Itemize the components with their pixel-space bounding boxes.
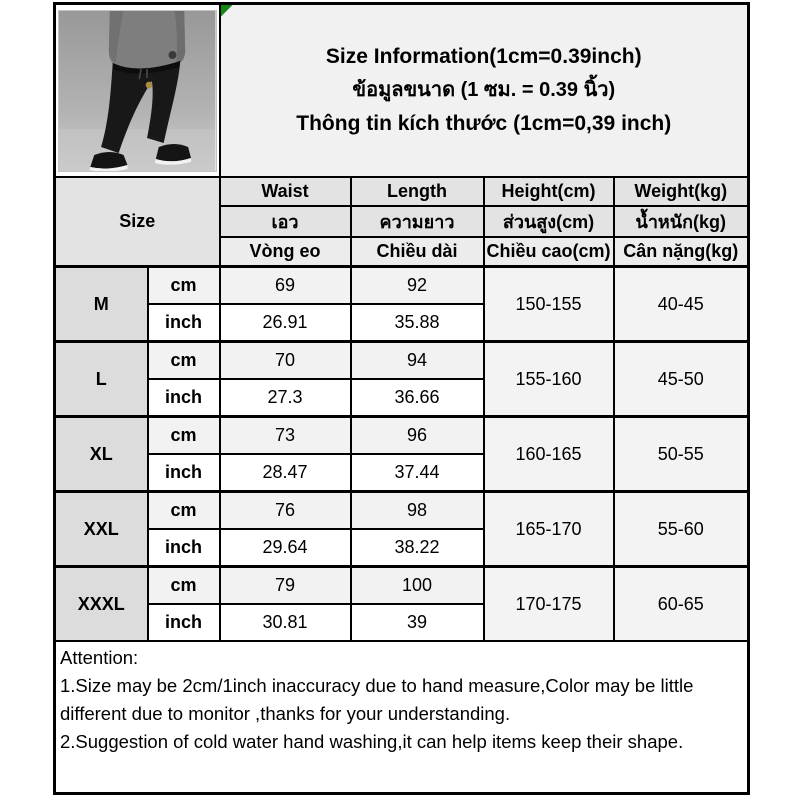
size-label: XL	[55, 417, 148, 492]
waist-inch-value: 30.81	[220, 604, 351, 641]
length-cm-value: 92	[351, 267, 484, 305]
length-cm-value: 100	[351, 567, 484, 605]
weight-range: 60-65	[614, 567, 749, 642]
size-header: Size	[55, 177, 220, 267]
waist-inch-value: 27.3	[220, 379, 351, 417]
waist-cm-value: 79	[220, 567, 351, 605]
header-row-english	[55, 177, 749, 206]
size-chart-sheet	[53, 2, 747, 795]
col-header-length: Length	[351, 177, 484, 206]
table-row-l-cm	[55, 342, 749, 380]
col-header-weight: Weight(kg)	[614, 177, 749, 206]
col-header-weight-vi: Cân nặng(kg)	[614, 237, 749, 267]
col-header-weight-th: น้ำหนัก(kg)	[614, 206, 749, 237]
attention-line-1: 1.Size may be 2cm/1inch inaccuracy due to hand measure,Color may be little different due to monitor ,thanks for your understanding.	[60, 675, 694, 725]
unit-inch: inch	[148, 454, 220, 492]
attention-heading: Attention:	[60, 647, 139, 668]
waist-inch-value: 29.64	[220, 529, 351, 567]
title-vietnamese: Thông tin kích thước (1cm=0,39 inch)	[296, 111, 672, 135]
waist-cm-value: 73	[220, 417, 351, 455]
height-range: 165-170	[484, 492, 614, 567]
length-inch-value: 39	[351, 604, 484, 641]
unit-cm: cm	[148, 567, 220, 605]
weight-range: 50-55	[614, 417, 749, 492]
unit-inch: inch	[148, 529, 220, 567]
table-row-xxl-cm	[55, 492, 749, 530]
waist-cm-value: 69	[220, 267, 351, 305]
attention-line-2: 2.Suggestion of cold water hand washing,it can help items keep their shape.	[60, 731, 684, 753]
length-inch-value: 35.88	[351, 304, 484, 342]
length-inch-value: 37.44	[351, 454, 484, 492]
col-header-waist-th: เอว	[220, 206, 351, 237]
height-range: 150-155	[484, 267, 614, 342]
attention-row	[55, 641, 749, 794]
height-range: 160-165	[484, 417, 614, 492]
length-cm-value: 94	[351, 342, 484, 380]
height-range: 170-175	[484, 567, 614, 642]
col-header-length-vi: Chiều dài	[351, 237, 484, 267]
title-english: Size Information(1cm=0.39inch)	[325, 45, 642, 69]
unit-inch: inch	[148, 379, 220, 417]
size-label: XXXL	[55, 567, 148, 642]
right-shoe	[156, 144, 191, 161]
waist-cm-value: 76	[220, 492, 351, 530]
gold-logo	[146, 81, 153, 88]
title-cell	[220, 4, 749, 178]
col-header-waist: Waist	[220, 177, 351, 206]
table-row-xxxl-cm	[55, 567, 749, 605]
unit-inch: inch	[148, 604, 220, 641]
product-photo	[59, 11, 216, 171]
product-image-cell	[55, 4, 220, 178]
waist-cm-value: 70	[220, 342, 351, 380]
top-row	[55, 4, 749, 178]
col-header-height-vi: Chiều cao(cm)	[484, 237, 614, 267]
unit-cm: cm	[148, 267, 220, 305]
weight-range: 55-60	[614, 492, 749, 567]
col-header-length-th: ความยาว	[351, 206, 484, 237]
length-inch-value: 36.66	[351, 379, 484, 417]
size-label: XXL	[55, 492, 148, 567]
waist-inch-value: 28.47	[220, 454, 351, 492]
unit-cm: cm	[148, 342, 220, 380]
unit-cm: cm	[148, 492, 220, 530]
length-inch-value: 38.22	[351, 529, 484, 567]
unit-cm: cm	[148, 417, 220, 455]
weight-range: 40-45	[614, 267, 749, 342]
weight-range: 45-50	[614, 342, 749, 417]
cell-comment-marker-icon	[221, 5, 233, 17]
col-header-waist-vi: Vòng eo	[220, 237, 351, 267]
size-label: L	[55, 342, 148, 417]
length-cm-value: 96	[351, 417, 484, 455]
height-range: 155-160	[484, 342, 614, 417]
watch	[169, 51, 177, 59]
size-label: M	[55, 267, 148, 342]
table-row-xl-cm	[55, 417, 749, 455]
attention-note	[55, 641, 749, 794]
col-header-height: Height(cm)	[484, 177, 614, 206]
size-table	[53, 2, 750, 795]
title-thai: ข้อมูลขนาด (1 ซม. = 0.39 นิ้ว)	[352, 79, 616, 102]
col-header-height-th: ส่วนสูง(cm)	[484, 206, 614, 237]
waist-inch-value: 26.91	[220, 304, 351, 342]
table-row-m-cm	[55, 267, 749, 305]
unit-inch: inch	[148, 304, 220, 342]
left-shoe	[90, 152, 127, 169]
length-cm-value: 98	[351, 492, 484, 530]
